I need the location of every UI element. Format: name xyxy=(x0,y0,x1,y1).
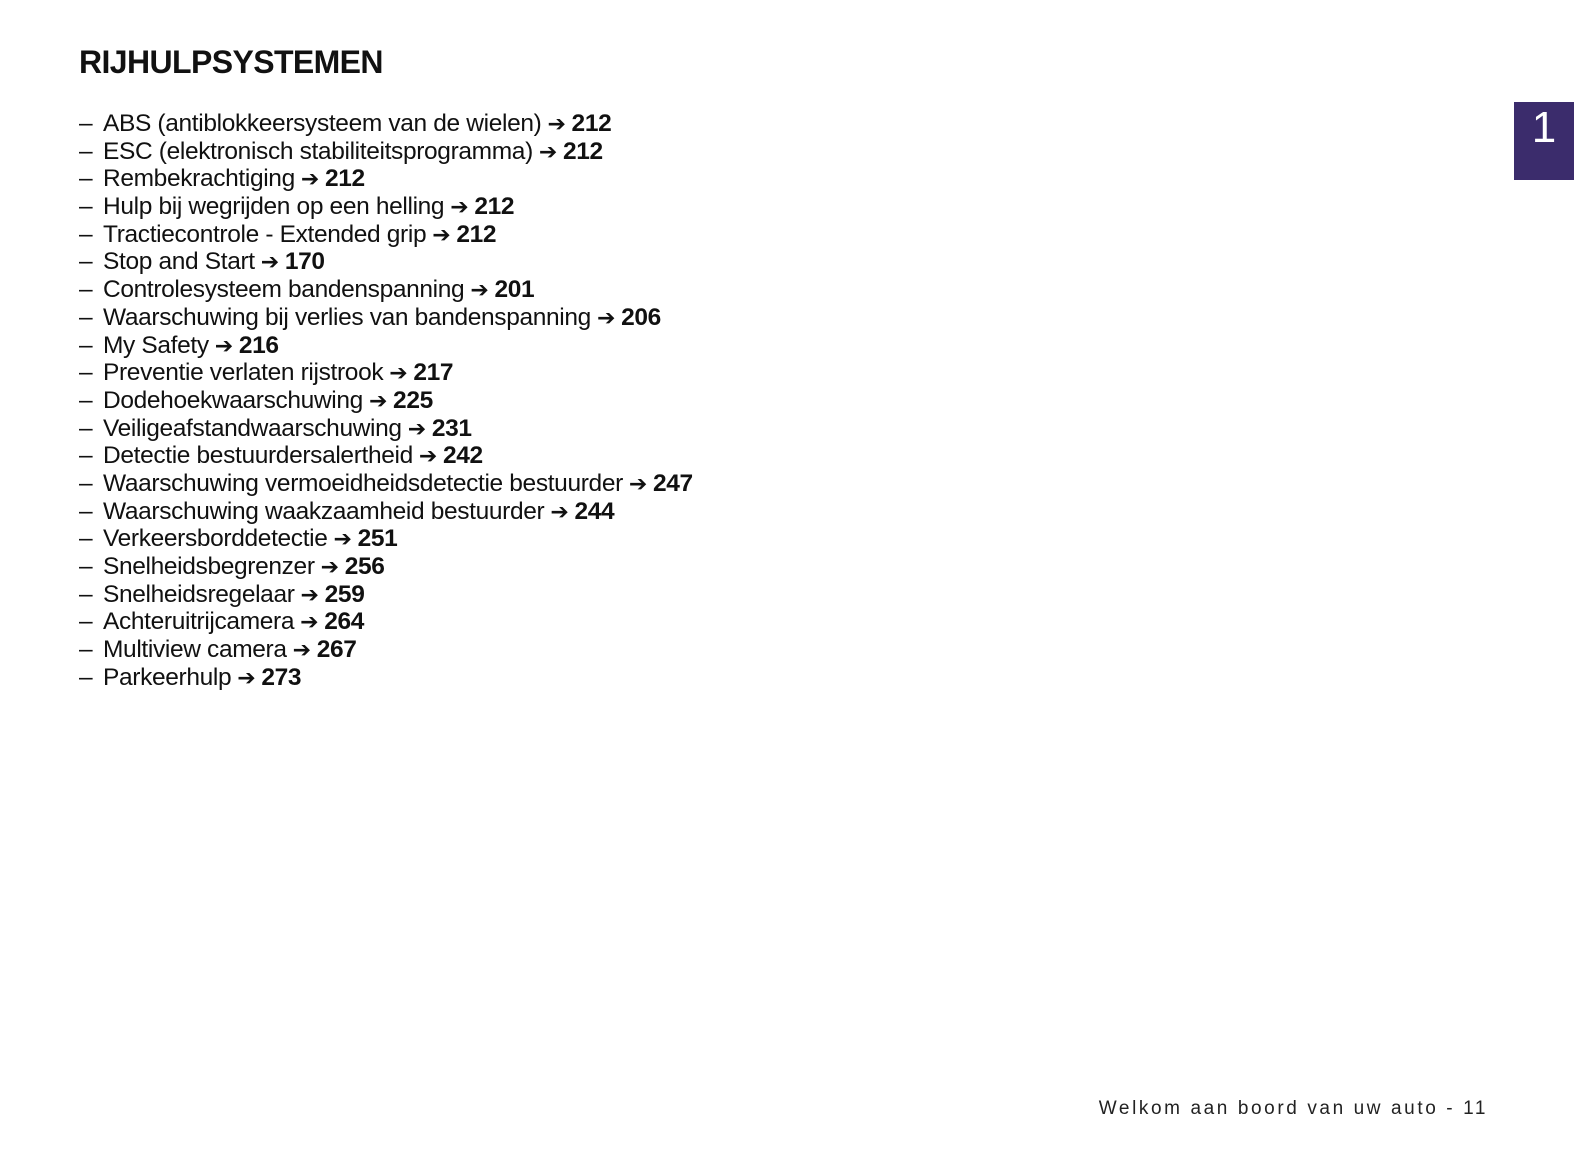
page-reference[interactable]: 212 xyxy=(474,193,515,221)
dash-bullet: – xyxy=(79,442,93,470)
page-reference[interactable]: 212 xyxy=(456,220,497,248)
page-reference[interactable]: 206 xyxy=(621,303,661,331)
dash-bullet: – xyxy=(79,580,93,608)
arrow-right-icon: ➔ xyxy=(333,526,352,552)
list-item[interactable] xyxy=(79,138,693,166)
list-item[interactable] xyxy=(79,553,693,581)
arrow-right-icon: ➔ xyxy=(368,387,388,413)
entry-label: Verkeersborddetectie xyxy=(103,525,328,553)
list-item[interactable] xyxy=(79,470,693,498)
page-reference[interactable]: 217 xyxy=(413,359,454,387)
dash-bullet: – xyxy=(79,608,93,636)
entry-label: ABS (antiblokkeersysteem van de wielen) xyxy=(103,110,542,137)
entry-label: Waarschuwing waakzaamheid bestuurder xyxy=(103,497,545,525)
arrow-right-icon: ➔ xyxy=(550,498,569,524)
dash-bullet: – xyxy=(79,469,93,497)
list-item[interactable] xyxy=(79,664,693,692)
dash-bullet: – xyxy=(79,303,93,331)
arrow-right-icon: ➔ xyxy=(214,332,233,358)
arrow-right-icon: ➔ xyxy=(300,581,319,607)
list-item[interactable] xyxy=(79,498,693,526)
dash-bullet: – xyxy=(79,414,93,442)
dash-bullet: – xyxy=(79,553,93,580)
page-reference[interactable]: 251 xyxy=(357,525,398,553)
arrow-right-icon: ➔ xyxy=(628,470,647,496)
dash-bullet: – xyxy=(79,359,93,387)
page-reference[interactable]: 242 xyxy=(443,442,483,470)
chapter-tab[interactable]: 1 xyxy=(1514,102,1574,180)
reference-list xyxy=(79,110,693,691)
page-reference[interactable]: 212 xyxy=(324,165,365,193)
list-item[interactable] xyxy=(79,359,693,387)
arrow-right-icon: ➔ xyxy=(300,166,319,192)
entry-label: Snelheidsbegrenzer xyxy=(103,553,315,580)
dash-bullet: – xyxy=(79,497,93,525)
list-item[interactable] xyxy=(79,332,693,360)
page-reference[interactable]: 259 xyxy=(324,580,365,608)
page-reference[interactable]: 225 xyxy=(393,386,433,414)
entry-label: Parkeerhulp xyxy=(103,663,232,691)
list-item[interactable] xyxy=(79,248,693,276)
arrow-right-icon: ➔ xyxy=(407,415,426,441)
entry-label: Controlesysteem bandenspanning xyxy=(103,276,465,304)
arrow-right-icon: ➔ xyxy=(418,443,437,469)
page-reference[interactable]: 216 xyxy=(238,331,279,359)
list-item[interactable] xyxy=(79,304,693,332)
arrow-right-icon: ➔ xyxy=(470,277,489,303)
arrow-right-icon: ➔ xyxy=(320,554,339,579)
arrow-right-icon: ➔ xyxy=(260,249,279,275)
page-reference[interactable]: 247 xyxy=(653,469,693,497)
list-item[interactable] xyxy=(79,415,693,443)
entry-label: Multiview camera xyxy=(103,636,287,664)
dash-bullet: – xyxy=(79,248,93,276)
entry-label: Rembekrachtiging xyxy=(103,165,295,193)
list-item[interactable] xyxy=(79,581,693,609)
page-reference[interactable]: 201 xyxy=(494,276,535,304)
arrow-right-icon: ➔ xyxy=(547,111,566,136)
arrow-right-icon: ➔ xyxy=(596,304,616,330)
dash-bullet: – xyxy=(79,331,93,359)
arrow-right-icon: ➔ xyxy=(450,194,469,220)
page-footer: Welkom aan boord van uw auto - 11 xyxy=(1098,1098,1488,1119)
entry-label: Achteruitrijcamera xyxy=(103,608,295,636)
entry-label: Detectie bestuurdersalertheid xyxy=(103,442,413,470)
arrow-right-icon: ➔ xyxy=(237,664,256,690)
dash-bullet: – xyxy=(79,663,93,691)
entry-label: Stop and Start xyxy=(103,248,255,276)
page-reference[interactable]: 267 xyxy=(316,636,357,664)
arrow-right-icon: ➔ xyxy=(538,138,557,164)
list-item[interactable] xyxy=(79,525,693,553)
arrow-right-icon: ➔ xyxy=(389,360,408,386)
list-item[interactable] xyxy=(79,110,693,138)
dash-bullet: – xyxy=(79,220,93,248)
page-reference[interactable]: 256 xyxy=(344,553,385,580)
list-item[interactable] xyxy=(79,636,693,664)
page-reference[interactable]: 212 xyxy=(571,110,612,137)
page-reference[interactable]: 170 xyxy=(284,248,325,276)
entry-label: Snelheidsregelaar xyxy=(103,580,295,608)
dash-bullet: – xyxy=(79,386,93,414)
entry-label: Preventie verlaten rijstrook xyxy=(103,359,384,387)
dash-bullet: – xyxy=(79,525,93,553)
dash-bullet: – xyxy=(79,193,93,221)
page-reference[interactable]: 231 xyxy=(431,414,472,442)
list-item[interactable] xyxy=(79,442,693,470)
entry-label: Waarschuwing vermoeidheidsdetectie bestuurder xyxy=(103,469,623,497)
list-item[interactable] xyxy=(79,165,693,193)
dash-bullet: – xyxy=(79,137,93,165)
entry-label: Veiligeafstandwaarschuwing xyxy=(103,414,402,442)
dash-bullet: – xyxy=(79,636,93,664)
arrow-right-icon: ➔ xyxy=(292,637,311,663)
entry-label: ESC (elektronisch stabiliteitsprogramma) xyxy=(103,137,533,165)
list-item[interactable] xyxy=(79,221,693,249)
page-reference[interactable]: 264 xyxy=(324,608,365,636)
entry-label: Dodehoekwaarschuwing xyxy=(103,386,363,414)
entry-label: Tractiecontrole - Extended grip xyxy=(103,220,427,248)
arrow-right-icon: ➔ xyxy=(300,609,319,635)
list-item[interactable] xyxy=(79,276,693,304)
entry-label: Hulp bij wegrijden op een helling xyxy=(103,193,445,221)
page-title: RIJHULPSYSTEMEN xyxy=(79,44,383,80)
list-item[interactable] xyxy=(79,608,693,636)
page-reference[interactable]: 273 xyxy=(261,663,302,691)
list-item[interactable] xyxy=(79,387,693,415)
entry-label: Waarschuwing bij verlies van bandenspanning xyxy=(103,303,591,331)
arrow-right-icon: ➔ xyxy=(432,221,451,247)
page-reference[interactable]: 244 xyxy=(574,497,615,525)
dash-bullet: – xyxy=(79,165,93,193)
list-item[interactable] xyxy=(79,193,693,221)
dash-bullet: – xyxy=(79,110,93,137)
page-reference[interactable]: 212 xyxy=(562,137,603,165)
entry-label: My Safety xyxy=(103,331,209,359)
dash-bullet: – xyxy=(79,276,93,304)
